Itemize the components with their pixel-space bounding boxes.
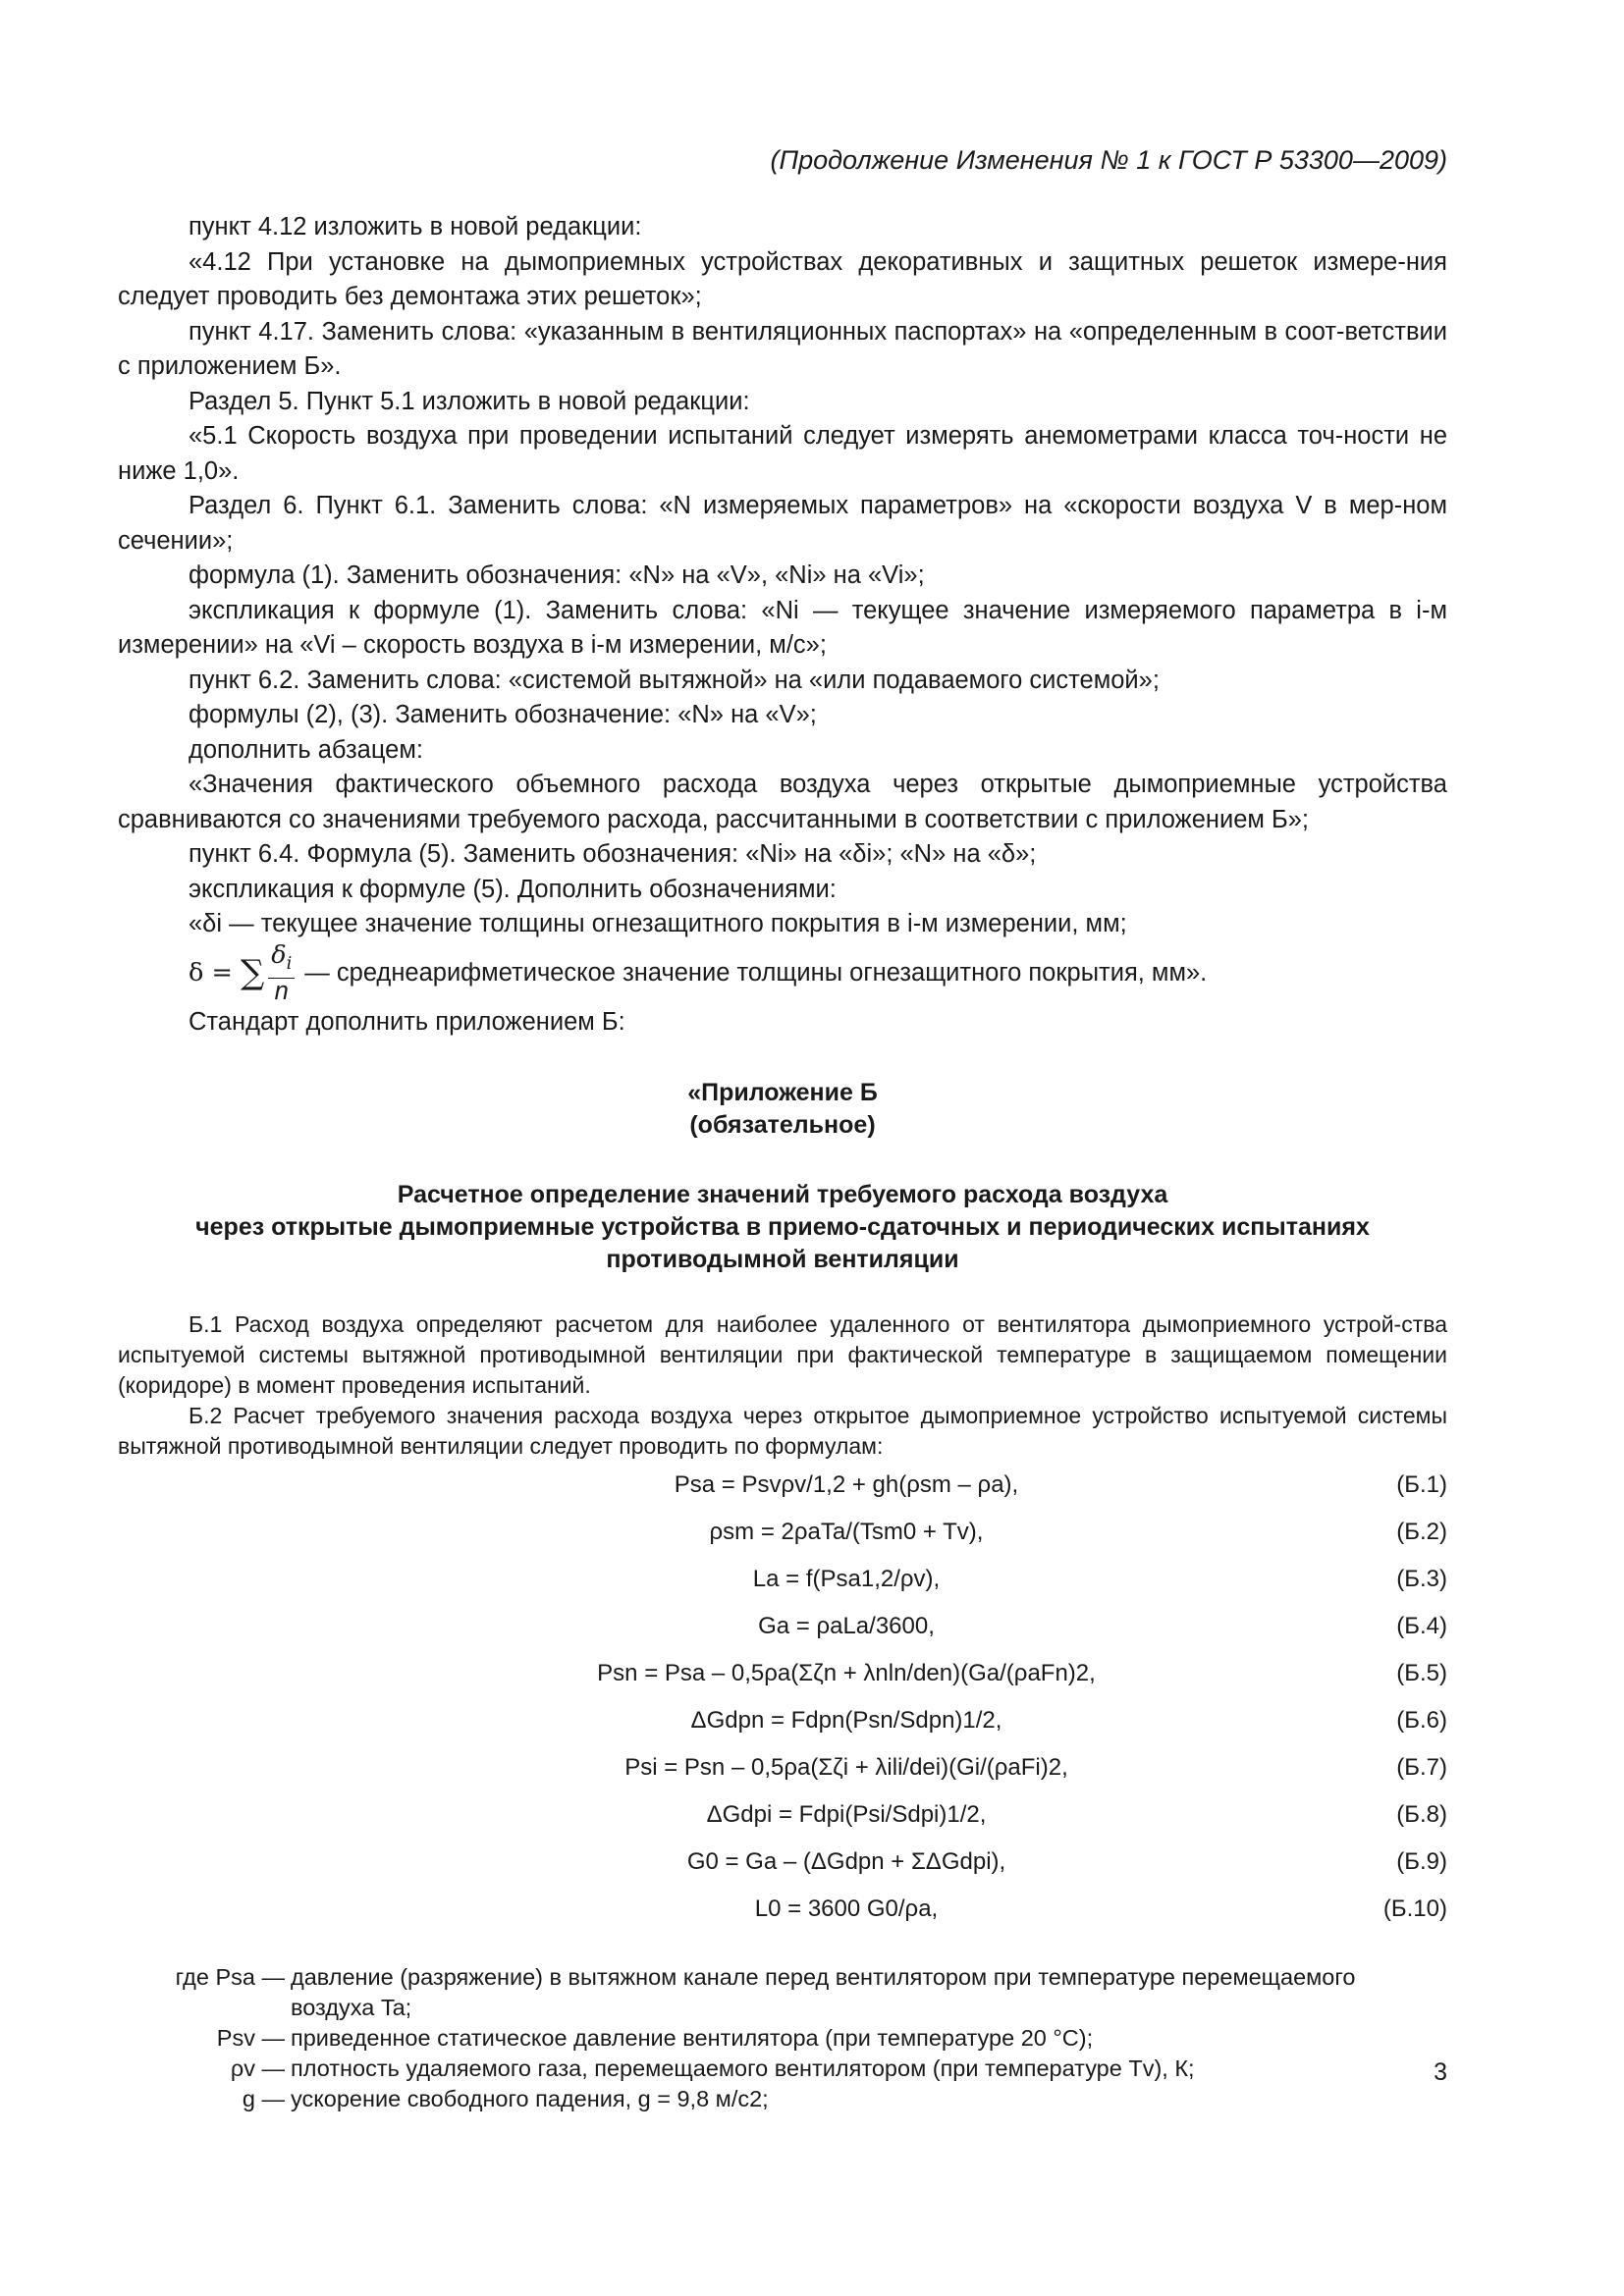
paragraph: экспликация к формуле (1). Заменить слова: «Ni — текущее значение измеряемого параметра в i-м измерении» на «Vi – скорость воздуха в i-м измерении, м/с»; [118,596,1447,659]
fraction [268,942,295,1003]
appendix-title-line: через открытые дымоприемные устройства в приемо-сдаточных и периодических испытаниях [195,1213,1370,1241]
formula-number: (Б.8) [1396,1801,1447,1828]
formula-number: (Б.7) [1396,1754,1447,1781]
formula-expression: G0 = Ga – (ΔGdpn + ΣΔGdpi), [686,1848,1006,1875]
definition-text [291,1962,1447,2023]
paragraph: формулы (2), (3). Заменить обозначение: «N» на «V»; [189,701,817,728]
formula-row [118,1656,1447,1703]
formula-row [118,1892,1447,1939]
paragraph: «5.1 Скорость воздуха при проведении испытаний следует измерять анемометрами класса точ-ности не ниже 1,0». [118,422,1447,485]
formula-row [118,1844,1447,1892]
formula-row [118,1468,1447,1515]
formula-expression: ΔGdpi = Fdpi(Psi/Sdpi)1/2, [706,1801,987,1828]
formula-list [118,1468,1447,1939]
paragraph: «δi — текущее значение толщины огнезащитного покрытия в i-м измерении, мм; [189,910,1127,937]
formula-row [118,1515,1447,1562]
formula-number: (Б.5) [1396,1660,1447,1686]
definition-symbol: Psv — [216,2025,285,2051]
paragraph: «4.12 При установке на дымоприемных устройствах декоративных и защитных решеток измере-ния следует проводить без демонтажа этих решеток»; [118,247,1447,310]
definition-item [118,2054,1447,2084]
formula-number: (Б.1) [1396,1471,1447,1498]
appendix-heading [118,1077,1447,1142]
formula-expression: ρsm = 2ρaTa/(Tsm0 + Tv), [709,1519,984,1545]
appendix-label: «Приложение Б [687,1079,878,1106]
paragraph: пункт 4.12 изложить в новой редакции: [189,213,642,240]
formula-expression: Psa = Psvρv/1,2 + gh(ρsm – ρa), [674,1471,1019,1498]
formula-expression: Ga = ρaLa/3600, [758,1613,935,1639]
document-body [118,210,1447,2114]
formula-row [118,1750,1447,1797]
clause-b2: Б.2 Расчет требуемого значения расхода воздуха через открытое дымоприемное устройство испытуемой системы вытяжной противодымной вентиляции следует проводить по формулам: [118,1403,1447,1459]
paragraph: Стандарт дополнить приложением Б: [189,1007,625,1036]
formula-expression: ΔGdpn = Fdpn(Psn/Sdpn)1/2, [690,1707,1002,1734]
formula-number: (Б.10) [1382,1896,1447,1922]
formula-explanation: — среднеарифметическое значение толщины огнезащитного покрытия, мм». [304,958,1208,987]
formula-row [118,1703,1447,1750]
page-number: 3 [1434,2058,1447,2086]
definition-symbol: g — [242,2086,285,2111]
formula-number: (Б.2) [1396,1519,1447,1545]
definition-text: ускорение свободного падения, g = 9,8 м/с2; [291,2086,769,2111]
appendix-title-line: Расчетное определение значений требуемого расхода воздуха [397,1181,1168,1208]
spacer [118,1276,1447,1309]
formula-expression: Psn = Psa – 0,5ρa(Σζn + λnln/den)(Ga/(ρaFn)2, [597,1660,1096,1686]
paragraph: пункт 4.17. Заменить слова: «указанным в вентиляционных паспортах» на «определенным в соот-ветствии с приложением Б». [118,317,1447,380]
running-header: (Продолжение Изменения № 1 к ГОСТ Р 53300—2009) [770,145,1447,175]
formula-lhs: δ = [189,957,241,988]
formula-row [118,1797,1447,1844]
definition-text: приведенное статическое давление вентилятора (при температуре 20 °С); [291,2025,1094,2051]
paragraph: «Значения фактического объемного расхода воздуха через открытые дымоприемные устройства сравниваются со значениями требуемого расхода, рассчитанными в соответствии с приложением Б»; [118,771,1447,833]
sum-symbol: ∑ [240,952,265,992]
clause-b1: Б.1 Расход воздуха определяют расчетом для наиболее удаленного от вентилятора дымоприемного устрой-ства испытуемой системы вытяжной противодымной вентиляции при фактической температуре в защищаемом помещении (коридоре) в момент проведения испытаний. [118,1311,1447,1398]
fraction-numerator: $\delta_i$ [268,942,295,978]
formula-number: (Б.4) [1396,1613,1447,1639]
formula-number: (Б.3) [1396,1566,1447,1592]
fraction-denominator: n [274,977,289,1005]
formula-expression: La = f(Psa1,2/ρv), [752,1566,941,1592]
paragraph: Раздел 5. Пункт 5.1 изложить в новой редакции: [189,387,750,415]
formula-expression: Psi = Psn – 0,5ρa(Σζi + λili/dei)(Gi/(ρaFi)2, [624,1754,1068,1781]
paragraph: Раздел 6. Пункт 6.1. Заменить слова: «N измеряемых параметров» на «скорости воздуха V в мер-ном сечении»; [118,492,1447,555]
definition-text-continuation: воздуха Ta; [291,1995,412,2020]
paragraph: пункт 6.2. Заменить слова: «системой вытяжной» на «или подаваемого системой»; [189,666,1160,694]
definition-text-line: давление (разряжение) в вытяжном канале перед вентилятором при температуре перемещаемого [291,1964,1356,1990]
definition-item [118,2084,1447,2114]
formula-expression: L0 = 3600 G0/ρa, [754,1896,939,1922]
formula-number: (Б.6) [1396,1707,1447,1734]
definition-item [118,2023,1447,2054]
appendix-status: (обязательное) [689,1111,876,1139]
paragraph: пункт 6.4. Формула (5). Заменить обозначения: «Ni» на «δi»; «N» на «δ»; [189,840,1037,868]
definition-text: плотность удаляемого газа, перемещаемого вентилятором (при температуре Tv), К; [291,2056,1195,2081]
appendix-title [118,1179,1447,1276]
paragraph: экспликация к формуле (5). Дополнить обозначениями: [189,875,837,903]
paragraph: дополнить абзацем: [189,735,423,764]
mean-thickness-formula [189,942,1447,1005]
definition-item [118,1962,1447,2023]
paragraph: формула (1). Заменить обозначения: «N» на «V», «Ni» на «Vi»; [189,561,925,589]
appendix-title-line: противодымной вентиляции [606,1246,959,1273]
formula-number: (Б.9) [1396,1848,1447,1875]
definition-symbol: ρv — [230,2056,285,2081]
symbol-definitions [118,1962,1447,2114]
formula-row [118,1609,1447,1656]
formula-row [118,1562,1447,1609]
definition-symbol: где Psa — [175,1964,285,1990]
